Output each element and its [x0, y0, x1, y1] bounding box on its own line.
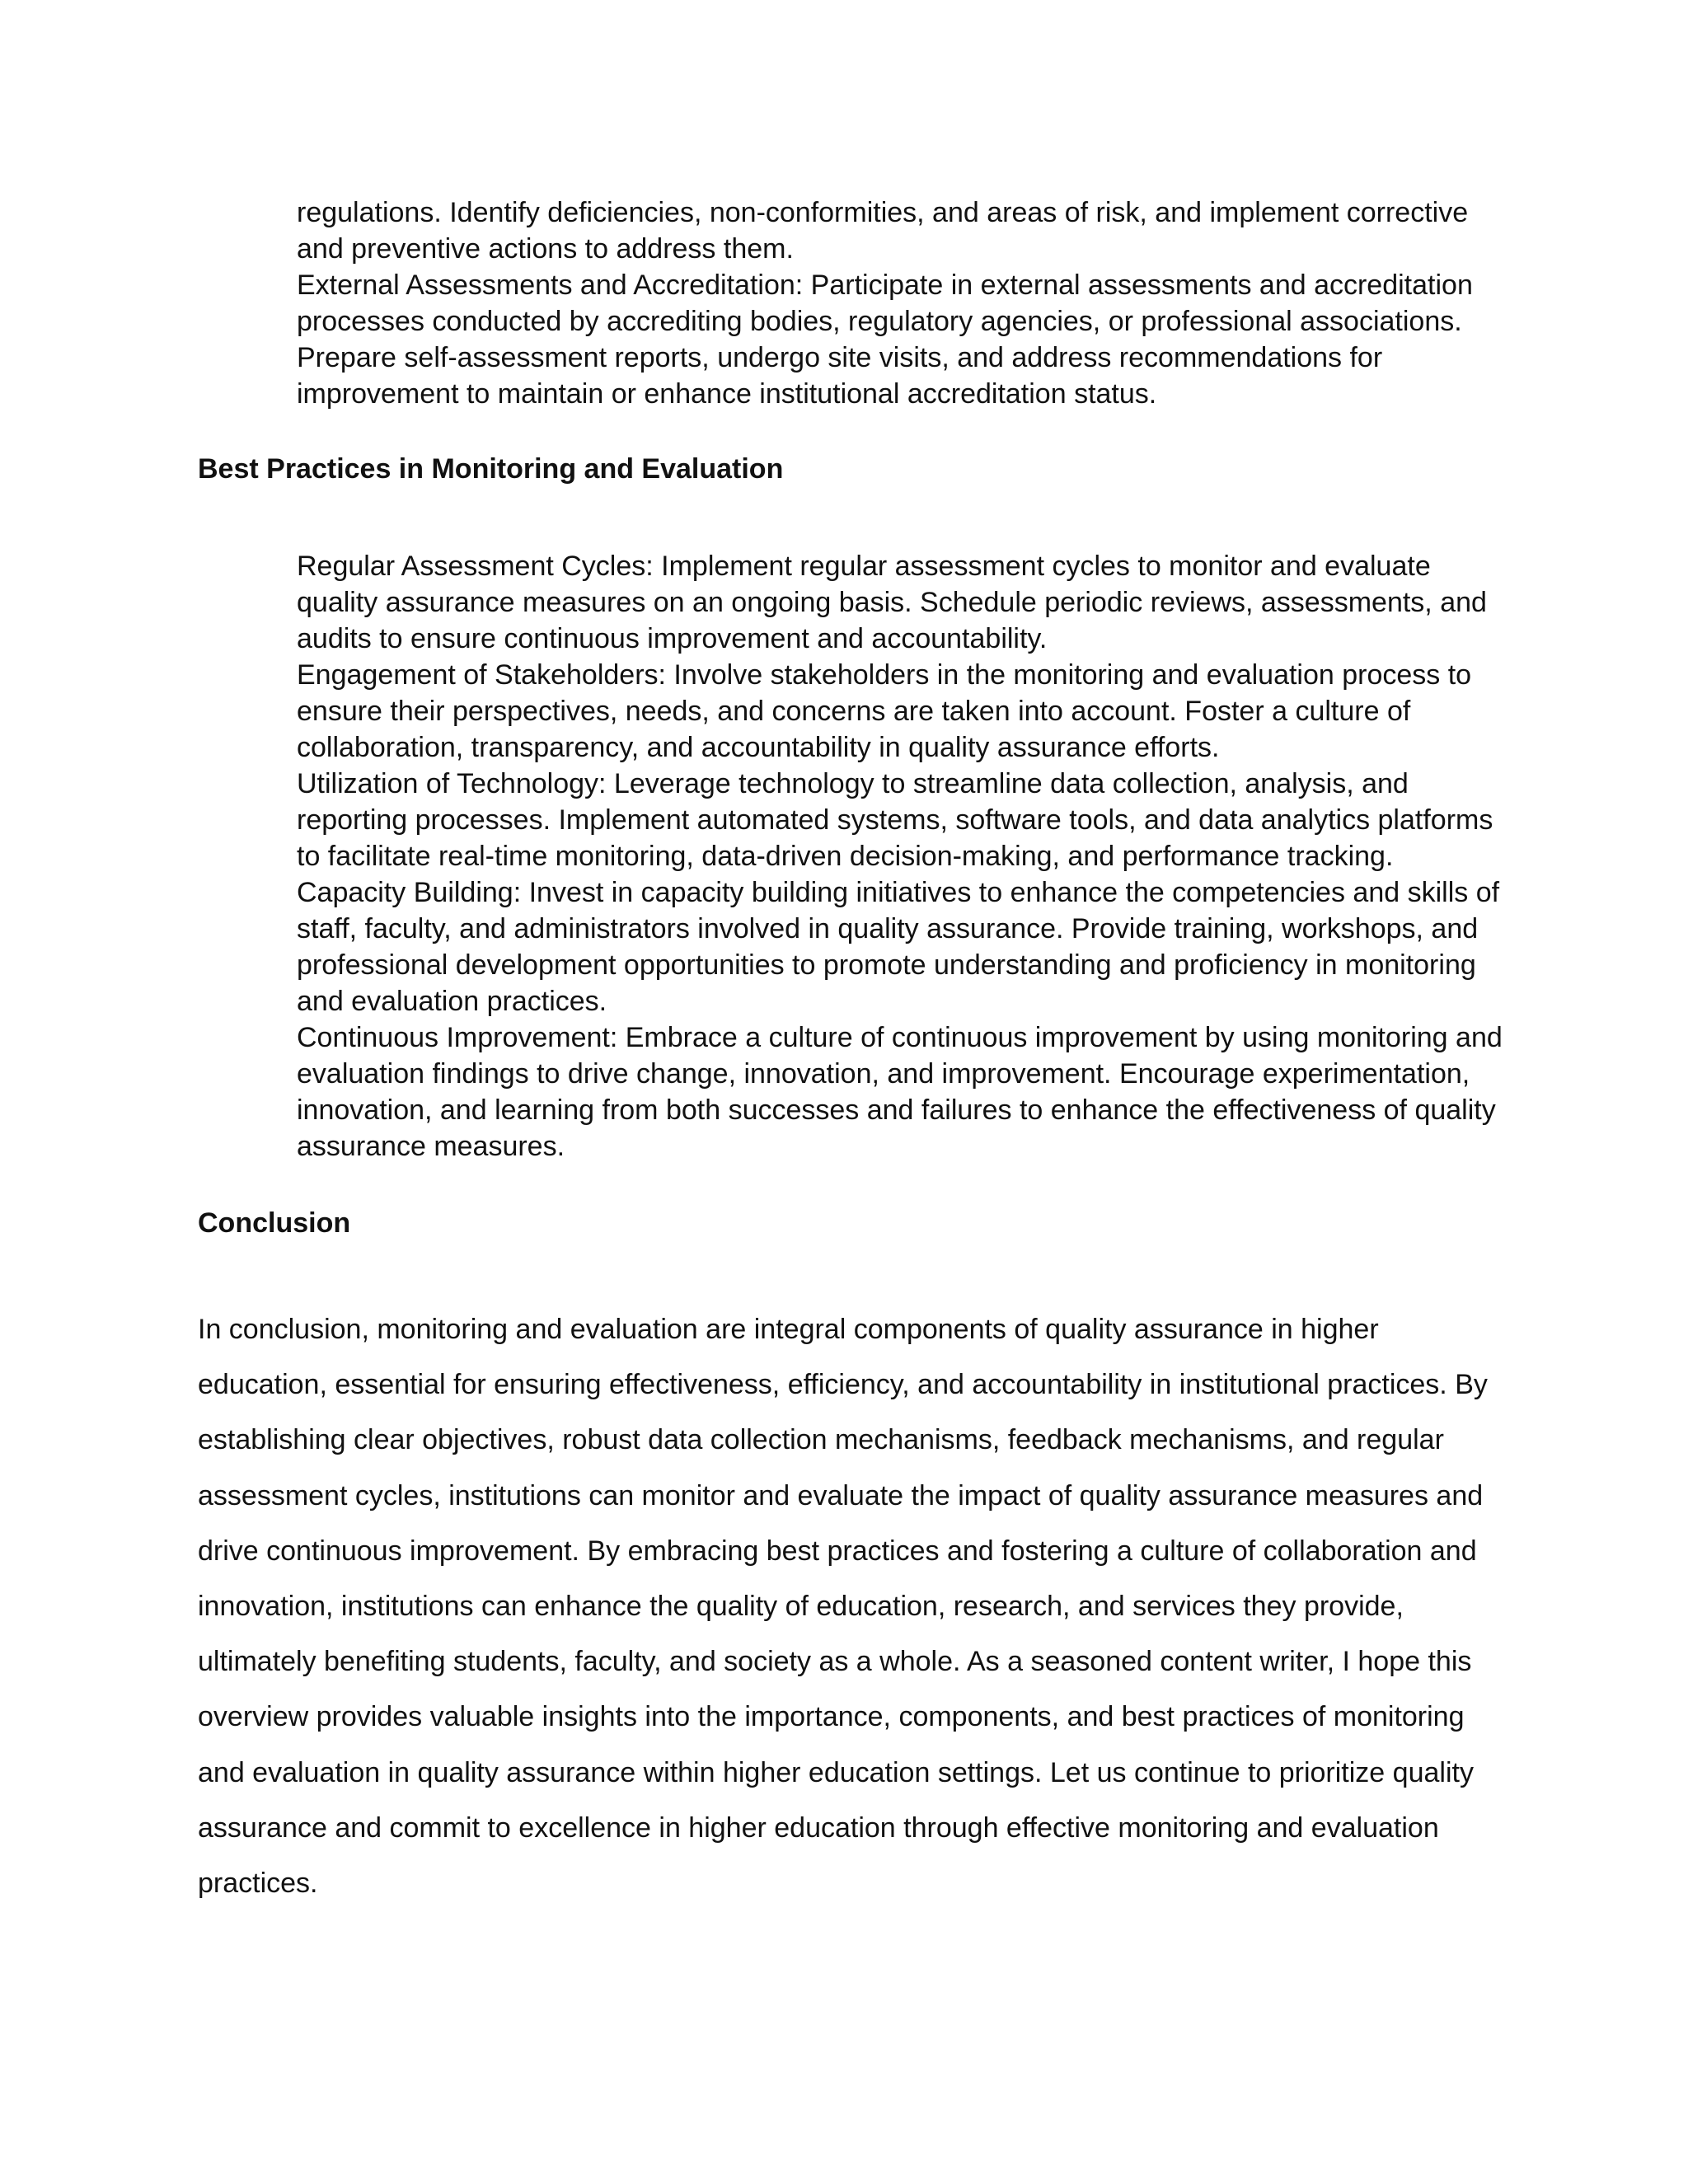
top-list-block	[297, 194, 1500, 412]
text-line: improvement to maintain or enhance institutional accreditation status.	[297, 378, 1157, 410]
text-line: staff, faculty, and administrators involved in quality assurance. Provide training, workshops, and	[297, 913, 1479, 944]
text-line: assurance measures.	[297, 1131, 565, 1162]
text-line: quality assurance measures on an ongoing basis. Schedule periodic reviews, assessments, and	[297, 587, 1487, 618]
text-line: and evaluation in quality assurance within higher education settings. Let us continue to prioritize quality	[198, 1756, 1474, 1788]
text-line: Continuous Improvement: Embrace a culture of continuous improvement by using monitoring and	[297, 1022, 1503, 1053]
text-line: innovation, institutions can enhance the quality of education, research, and services they provide,	[198, 1590, 1404, 1622]
text-line: regulations. Identify deficiencies, non-conformities, and areas of risk, and implement corrective	[297, 197, 1469, 228]
text-line: External Assessments and Accreditation: Participate in external assessments and accreditation	[297, 269, 1473, 301]
best-practices-block	[297, 548, 1503, 1165]
text-line: innovation, and learning from both successes and failures to enhance the effectiveness of quality	[297, 1094, 1496, 1126]
text-line: education, essential for ensuring effectiveness, efficiency, and accountability in institutional practices. By	[198, 1369, 1488, 1401]
text-line: processes conducted by accrediting bodies, regulatory agencies, or professional associations.	[297, 306, 1462, 337]
text-line: collaboration, transparency, and accountability in quality assurance efforts.	[297, 732, 1220, 763]
text-line: and preventive actions to address them.	[297, 233, 794, 265]
conclusion-paragraph	[198, 1302, 1517, 1911]
text-line: to facilitate real-time monitoring, data-driven decision-making, and performance tracking.	[297, 841, 1394, 872]
text-line: drive continuous improvement. By embracing best practices and fostering a culture of collaboration and	[198, 1535, 1477, 1567]
text-line: Regular Assessment Cycles: Implement regular assessment cycles to monitor and evaluate	[297, 551, 1431, 582]
text-line: Capacity Building: Invest in capacity building initiatives to enhance the competencies and skills of	[297, 877, 1500, 908]
text-line: reporting processes. Implement automated systems, software tools, and data analytics platforms	[297, 804, 1493, 836]
best-practices-heading: Best Practices in Monitoring and Evaluation	[198, 453, 784, 485]
text-line: practices.	[198, 1867, 318, 1899]
conclusion-heading: Conclusion	[198, 1207, 351, 1239]
text-line: overview provides valuable insights into the importance, components, and best practices of monitoring	[198, 1701, 1465, 1733]
text-line: assessment cycles, institutions can monitor and evaluate the impact of quality assurance measures and	[198, 1479, 1484, 1511]
text-line: audits to ensure continuous improvement and accountability.	[297, 623, 1048, 654]
text-line: assurance and commit to excellence in higher education through effective monitoring and evaluation	[198, 1811, 1439, 1844]
text-line: establishing clear objectives, robust data collection mechanisms, feedback mechanisms, and regular	[198, 1424, 1444, 1456]
text-line: Utilization of Technology: Leverage technology to streamline data collection, analysis, and	[297, 768, 1409, 799]
text-line: professional development opportunities to promote understanding and proficiency in monitoring	[297, 949, 1476, 981]
text-line: ensure their perspectives, needs, and concerns are taken into account. Foster a culture of	[297, 696, 1411, 727]
text-line: and evaluation practices.	[297, 986, 607, 1017]
text-line: ultimately benefiting students, faculty, and society as a whole. As a seasoned content writer, I hope this	[198, 1646, 1472, 1678]
text-line: Prepare self-assessment reports, undergo site visits, and address recommendations for	[297, 342, 1383, 373]
text-line: evaluation findings to drive change, innovation, and improvement. Encourage experimentation,	[297, 1058, 1470, 1090]
text-line: Engagement of Stakeholders: Involve stakeholders in the monitoring and evaluation process to	[297, 659, 1472, 691]
text-line: In conclusion, monitoring and evaluation are integral components of quality assurance in higher	[198, 1314, 1379, 1345]
